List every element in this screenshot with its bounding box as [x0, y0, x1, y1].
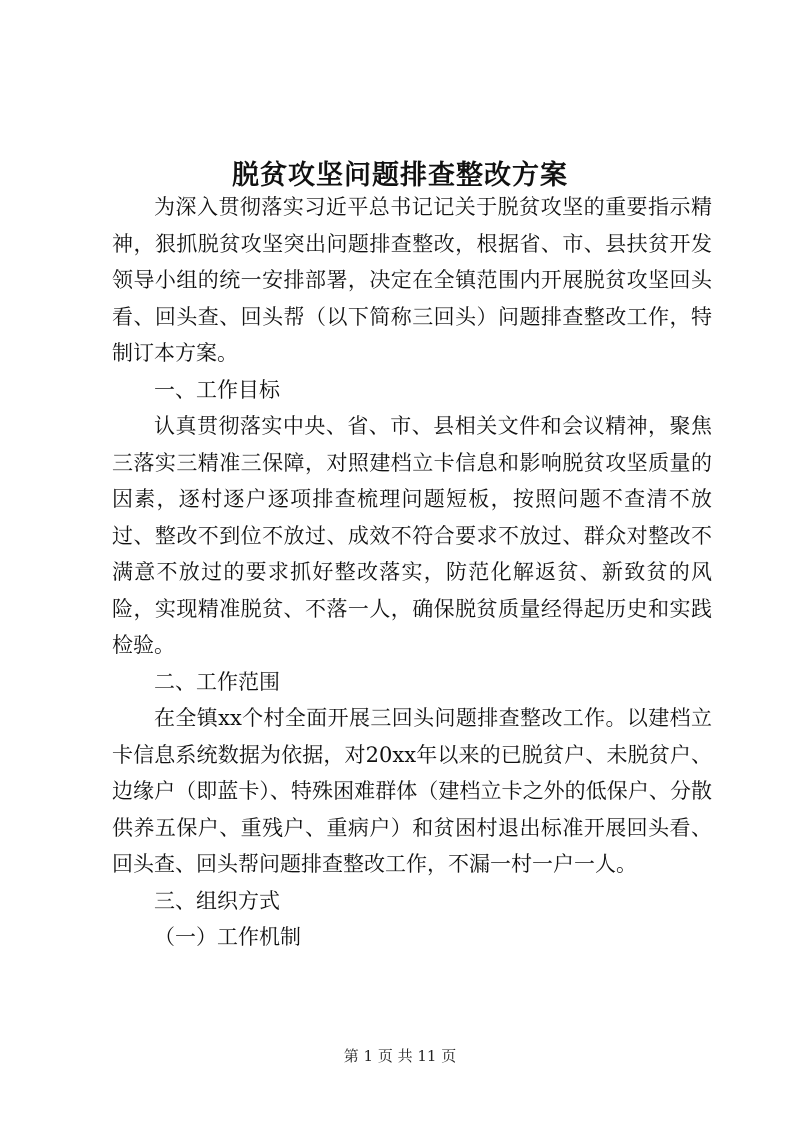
document-body — [112, 189, 712, 956]
document-title: 脱贫攻坚问题排查整改方案 — [232, 160, 568, 192]
intro-paragraph: 为深入贯彻落实习近平总书记记关于脱贫攻坚的重要指示精神，狠抓脱贫攻坚突出问题排查整改，根据省、市、县扶贫开发领导小组的统一安排部署，决定在全镇范围内开展脱贫攻坚回头看、回头查、回头帮（以下简称三回头）问题排查整改工作，特制订本方案。 — [112, 195, 712, 365]
goals-paragraph: 认真贯彻落实中央、省、市、县相关文件和会议精神，聚焦三落实三精准三保障，对照建档立卡信息和影响脱贫攻坚质量的因素，逐村逐户逐项排查梳理问题短板，按照问题不查清不放过、整改不到位不放过、成效不符合要求不放过、群众对整改不满意不放过的要求抓好整改落实，防范化解返贫、新致贫的风险，实现精准脱贫、不落一人，确保脱贫质量经得起历史和实践检验。 — [112, 414, 712, 657]
section-heading-goals: 一、工作目标 — [154, 377, 280, 402]
subsection-heading-mechanism: （一）工作机制 — [154, 925, 301, 949]
section-heading-organization: 三、组织方式 — [154, 888, 280, 913]
scope-paragraph: 在全镇xx个村全面开展三回头问题排查整改工作。以建档立卡信息系统数据为依据，对20xx年以来的已脱贫户、未脱贫户、边缘户（即蓝卡）、特殊困难群体（建档立卡之外的低保户、分散供养五保户、重残户、重病户）和贫困村退出标准开展回头看、回头查、回头帮问题排查整改工作，不漏一村一户一人。 — [112, 706, 712, 876]
section-heading-scope: 二、工作范围 — [154, 669, 280, 694]
page-footer: 第 1 页 共 11 页 — [343, 1047, 457, 1065]
